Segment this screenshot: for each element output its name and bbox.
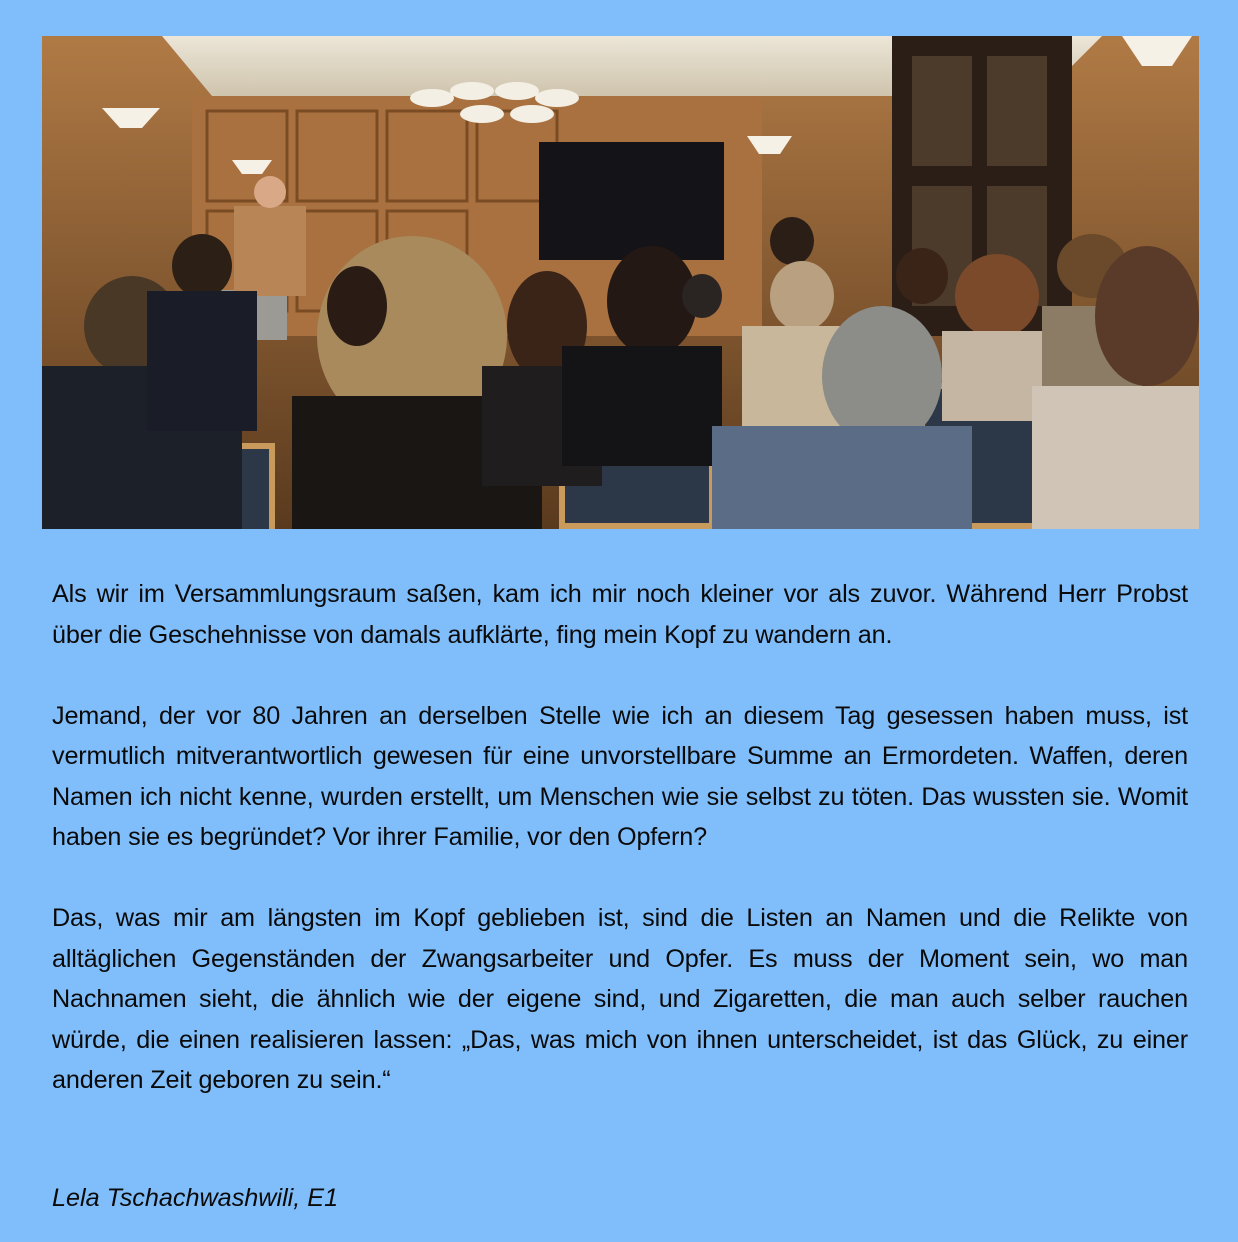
paragraph-1: Als wir im Versammlungsraum saßen, kam ich mir noch kleiner vor als zuvor. Während Herr Probst über die Geschehnisse von damals aufklärte, fing mein Kopf zu wandern an. xyxy=(52,580,1188,649)
paragraph-3: Das, was mir am längsten im Kopf geblieben ist, sind die Listen an Namen und die Relikte von alltäglichen Gegenständen der Zwangsarbeiter und Opfer. Es muss der Moment sein, wo man Nachnamen sieht, die ähnlich wie der eigene sind, und Zigaretten, die man auch selber rauchen würde, die einen realisieren lassen: „Das, was mich von ihnen unterscheidet, ist das Glück, zu einer anderen Zeit geboren zu sein.“ xyxy=(52,904,1188,1094)
audience-photo xyxy=(42,36,1199,529)
author-signature: Lela Tschachwashwili, E1 xyxy=(52,1184,339,1212)
paragraph-2: Jemand, der vor 80 Jahren an derselben Stelle wie ich an diesem Tag gesessen haben muss, ist vermutlich mitverantwortlich gewesen für eine unvorstellbare Summe an Ermordeten. Waffen, deren Namen ich nicht kenne, wurden erstellt, um Menschen wie sie selbst zu töten. Das wussten sie. Womit haben sie es begründet? Vor ihrer Familie, vor den Opfern? xyxy=(52,701,1188,851)
article-text xyxy=(52,574,1188,1141)
audience-listening-to-speaker-photo-icon xyxy=(42,36,1199,529)
